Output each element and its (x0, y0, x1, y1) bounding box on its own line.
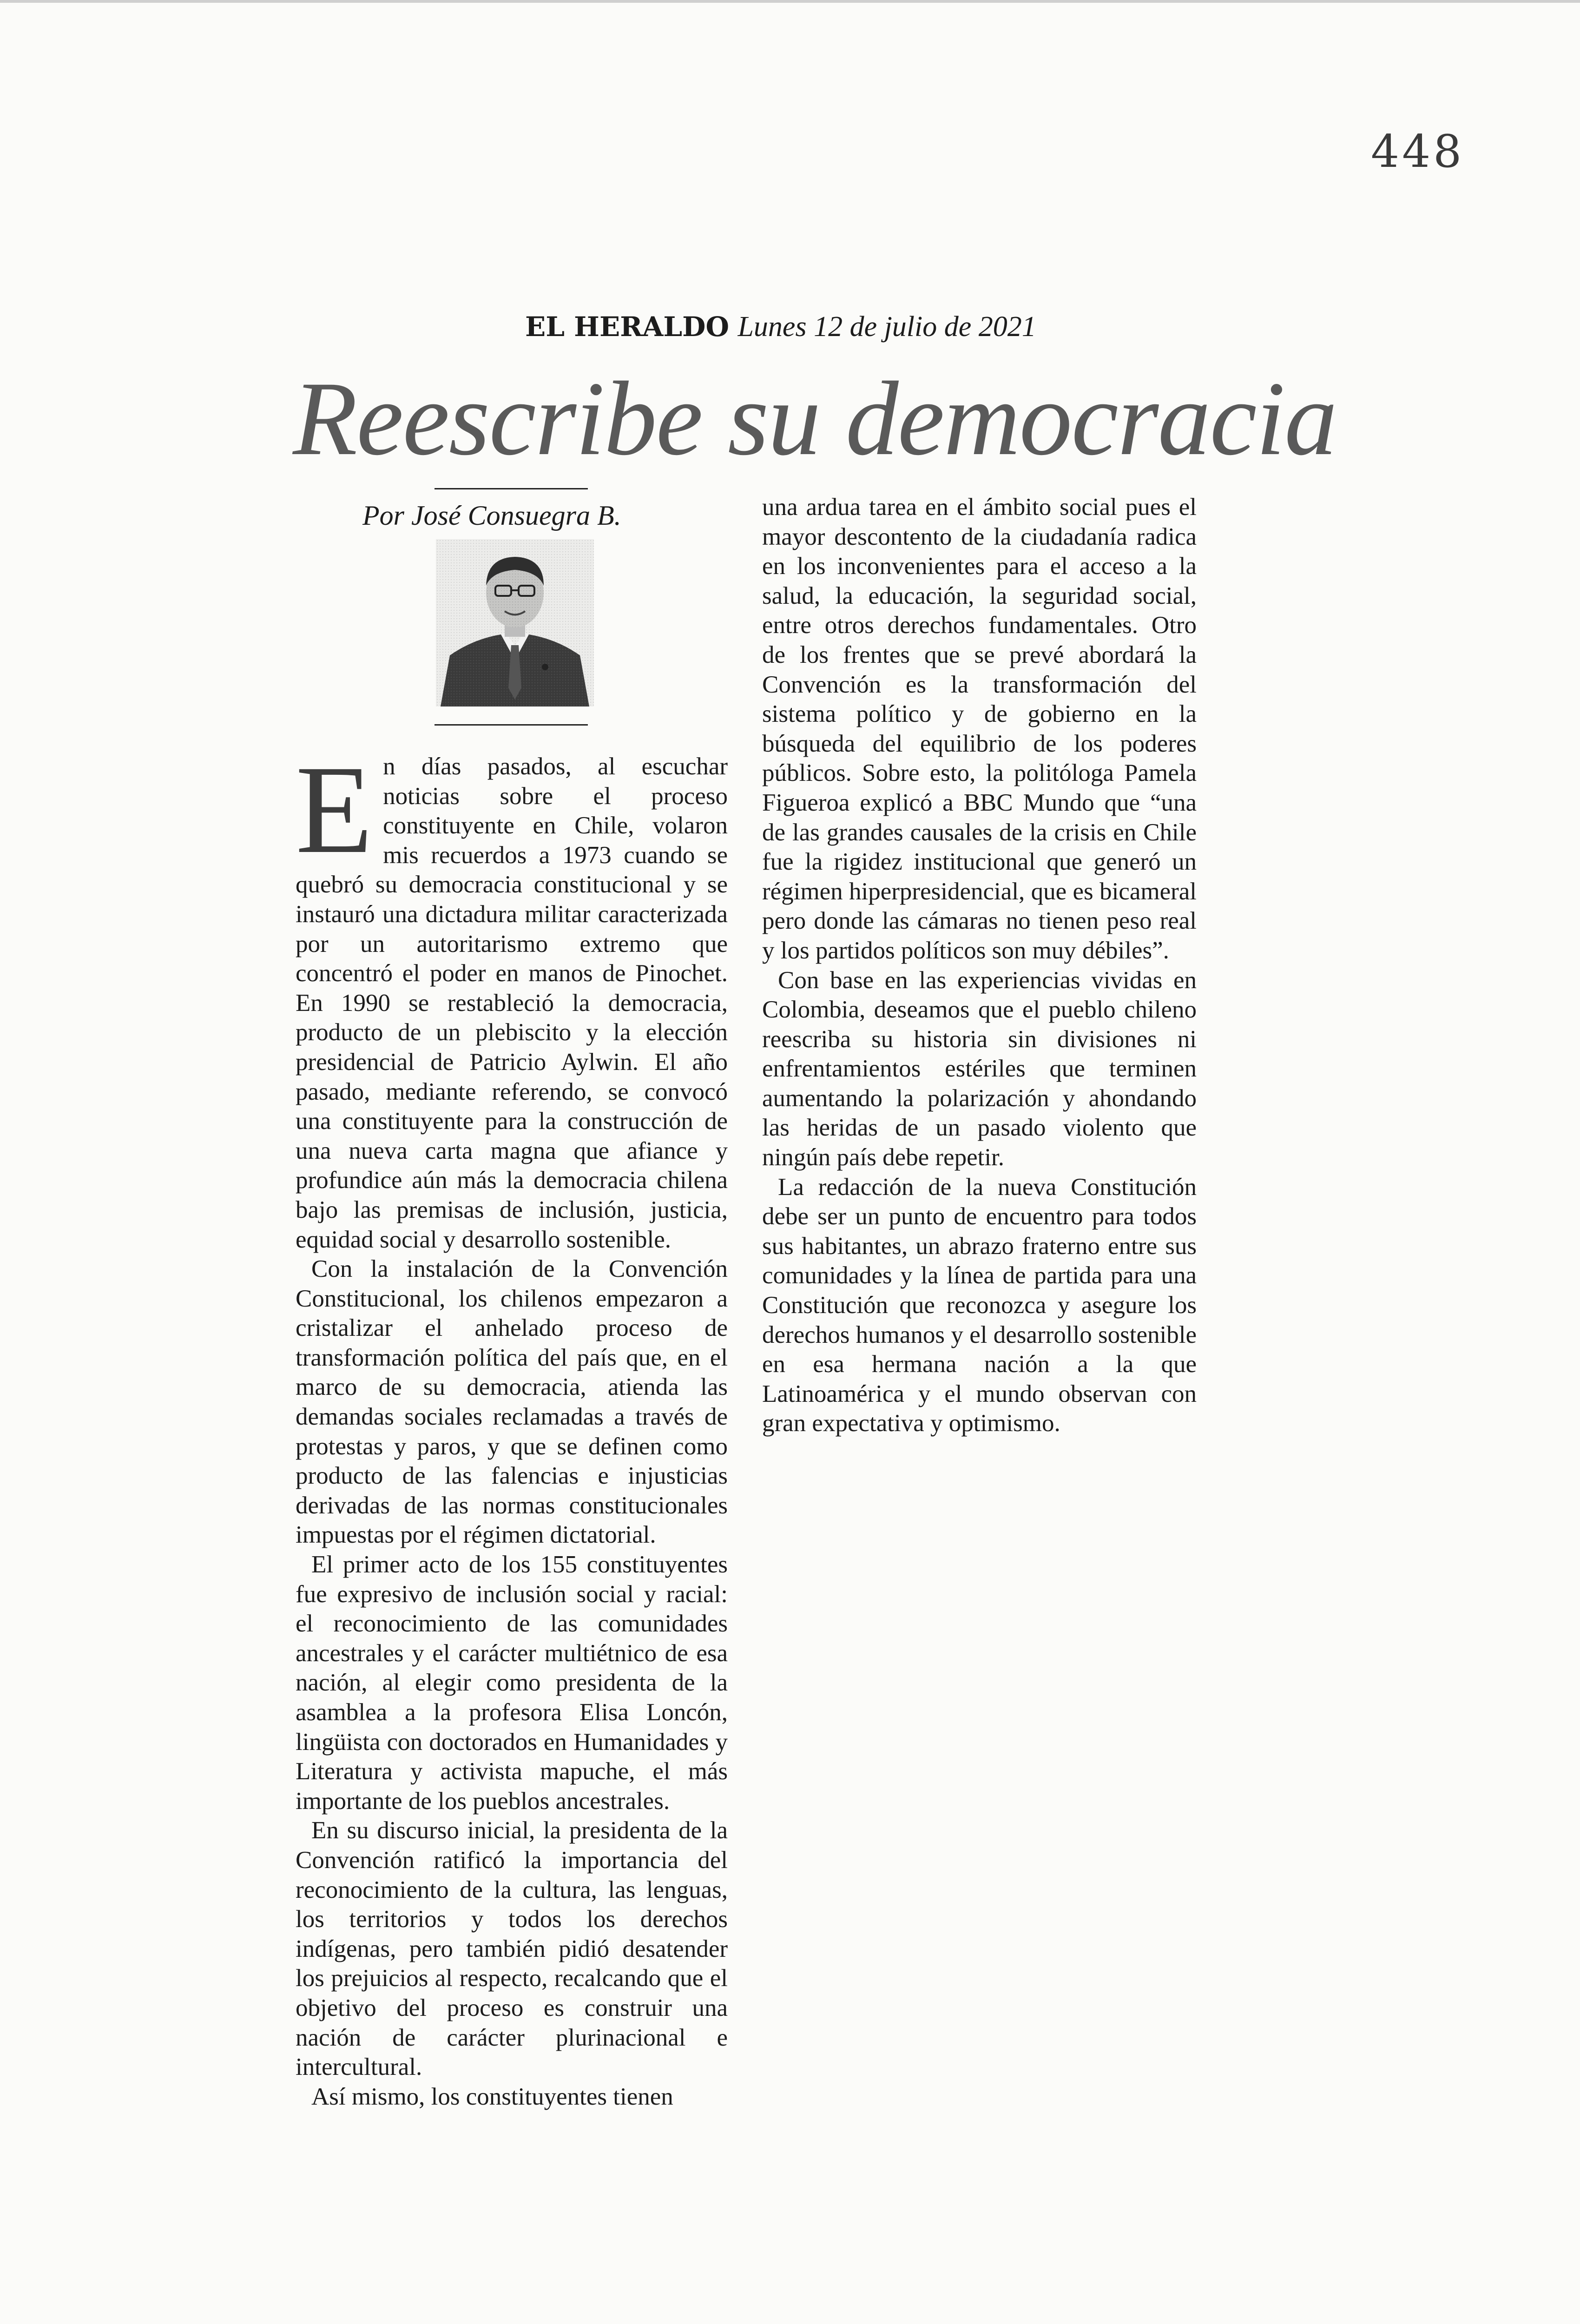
page-number: 448 (1371, 125, 1465, 178)
article-column-left (296, 739, 728, 2112)
article-paragraph: Con base en las experiencias vividas en Colombia, deseamos que el pueblo chileno reescriba su historia sin divisiones ni enfrentamientos estériles que terminen aumentando la polarización y ahondando las heridas de un pasado violento que ningún país debe repetir. (762, 966, 1197, 1171)
byline-rule-top (434, 488, 588, 489)
drop-cap: E (296, 739, 373, 879)
article-paragraph: En su discurso inicial, la presidenta de la Convención ratificó la importancia del reconocimiento de la cultura, las lenguas, los territorios y todos los derechos indígenas, pero también pidió desatender los prejuicios al respecto, recalcando que el objetivo del proceso es construir una nación de carácter plurinacional e intercultural. (296, 1817, 728, 2081)
article-paragraph: Con la instalación de la Convención Constitucional, los chilenos empezaron a cristalizar el anhelado proceso de transformación política del país que, en el marco de su democracia, atienda las demandas sociales reclamadas a través de protestas y paros, y que se definen como producto de las falencias e injusticias derivadas de las normas constitucionales impuestas por el régimen dictatorial. (296, 1255, 728, 1549)
article-paragraph: n días pasados, al escuchar noticias sobre el proceso constituyente en Chile, volaron mis recuerdos a 1973 cuando se quebró su democracia constitucional y se instauró una dictadura militar caracterizada por un autoritarismo extremo que concentró el poder en manos de Pinochet. En 1990 se restableció la democracia, producto de un plebiscito y la elección presidencial de Patricio Aylwin. El año pasado, mediante referendo, se convocó una constituyente para la construcción de una nueva carta magna que afiance y profundice aún más la democracia chilena bajo las premisas de inclusión, justicia, equidad social y desarrollo sostenible. (296, 753, 728, 1253)
article-paragraph: una ardua tarea en el ámbito social pues el mayor descontento de la ciudadanía radica en los inconvenientes para el acceso a la salud, la educación, la seguridad social, entre otros derechos fundamentales. Otro de los frentes que se prevé abordará la Convención es la transformación del sistema político y de gobierno en la búsqueda del equilibrio de los poderes públicos. Sobre esto, la politóloga Pamela Figueroa explicó a BBC Mundo que “una de las grandes causales de la crisis en Chile fue la rigidez institucional que generó un régimen hiperpresidencial, que es bicameral pero donde las cámaras no tienen peso real y los partidos políticos son muy débiles”. (762, 494, 1197, 964)
author-portrait-image (436, 539, 594, 706)
article-paragraph: La redacción de la nueva Constitución debe ser un punto de encuentro para todos sus habitantes, un abrazo fraterno entre sus comunidades y la línea de partida para una Constitución que reconozca y asegure los derechos humanos y el desarrollo sostenible en esa hermana nación a la que Latinoamérica y el mundo observan con gran expectativa y optimismo. (762, 1173, 1197, 1437)
article-paragraph: Así mismo, los constituyentes tienen (311, 2083, 673, 2110)
masthead (525, 310, 1083, 343)
article-column-right (762, 493, 1197, 1439)
byline: Por José Consuegra B. (362, 500, 621, 531)
article-paragraph: El primer acto de los 155 constituyentes fue expresivo de inclusión social y racial: el reconocimiento de las comunidades ancestrales y el carácter multiétnico de esa nación, al elegir como presidenta de la asamblea a la profesora Elisa Loncón, lingüista con doctorados en Humanidades y Literatura y activista mapuche, el más importante de los pueblos ancestrales. (296, 1551, 728, 1815)
author-portrait (436, 539, 594, 706)
headline: Reescribe su democracia (293, 360, 1336, 477)
scan-top-edge (0, 0, 1580, 3)
newspaper-name: EL HERALDO (525, 311, 729, 343)
publication-date: Lunes 12 de julio de 2021 (737, 311, 1036, 343)
byline-rule-bottom (434, 724, 588, 726)
